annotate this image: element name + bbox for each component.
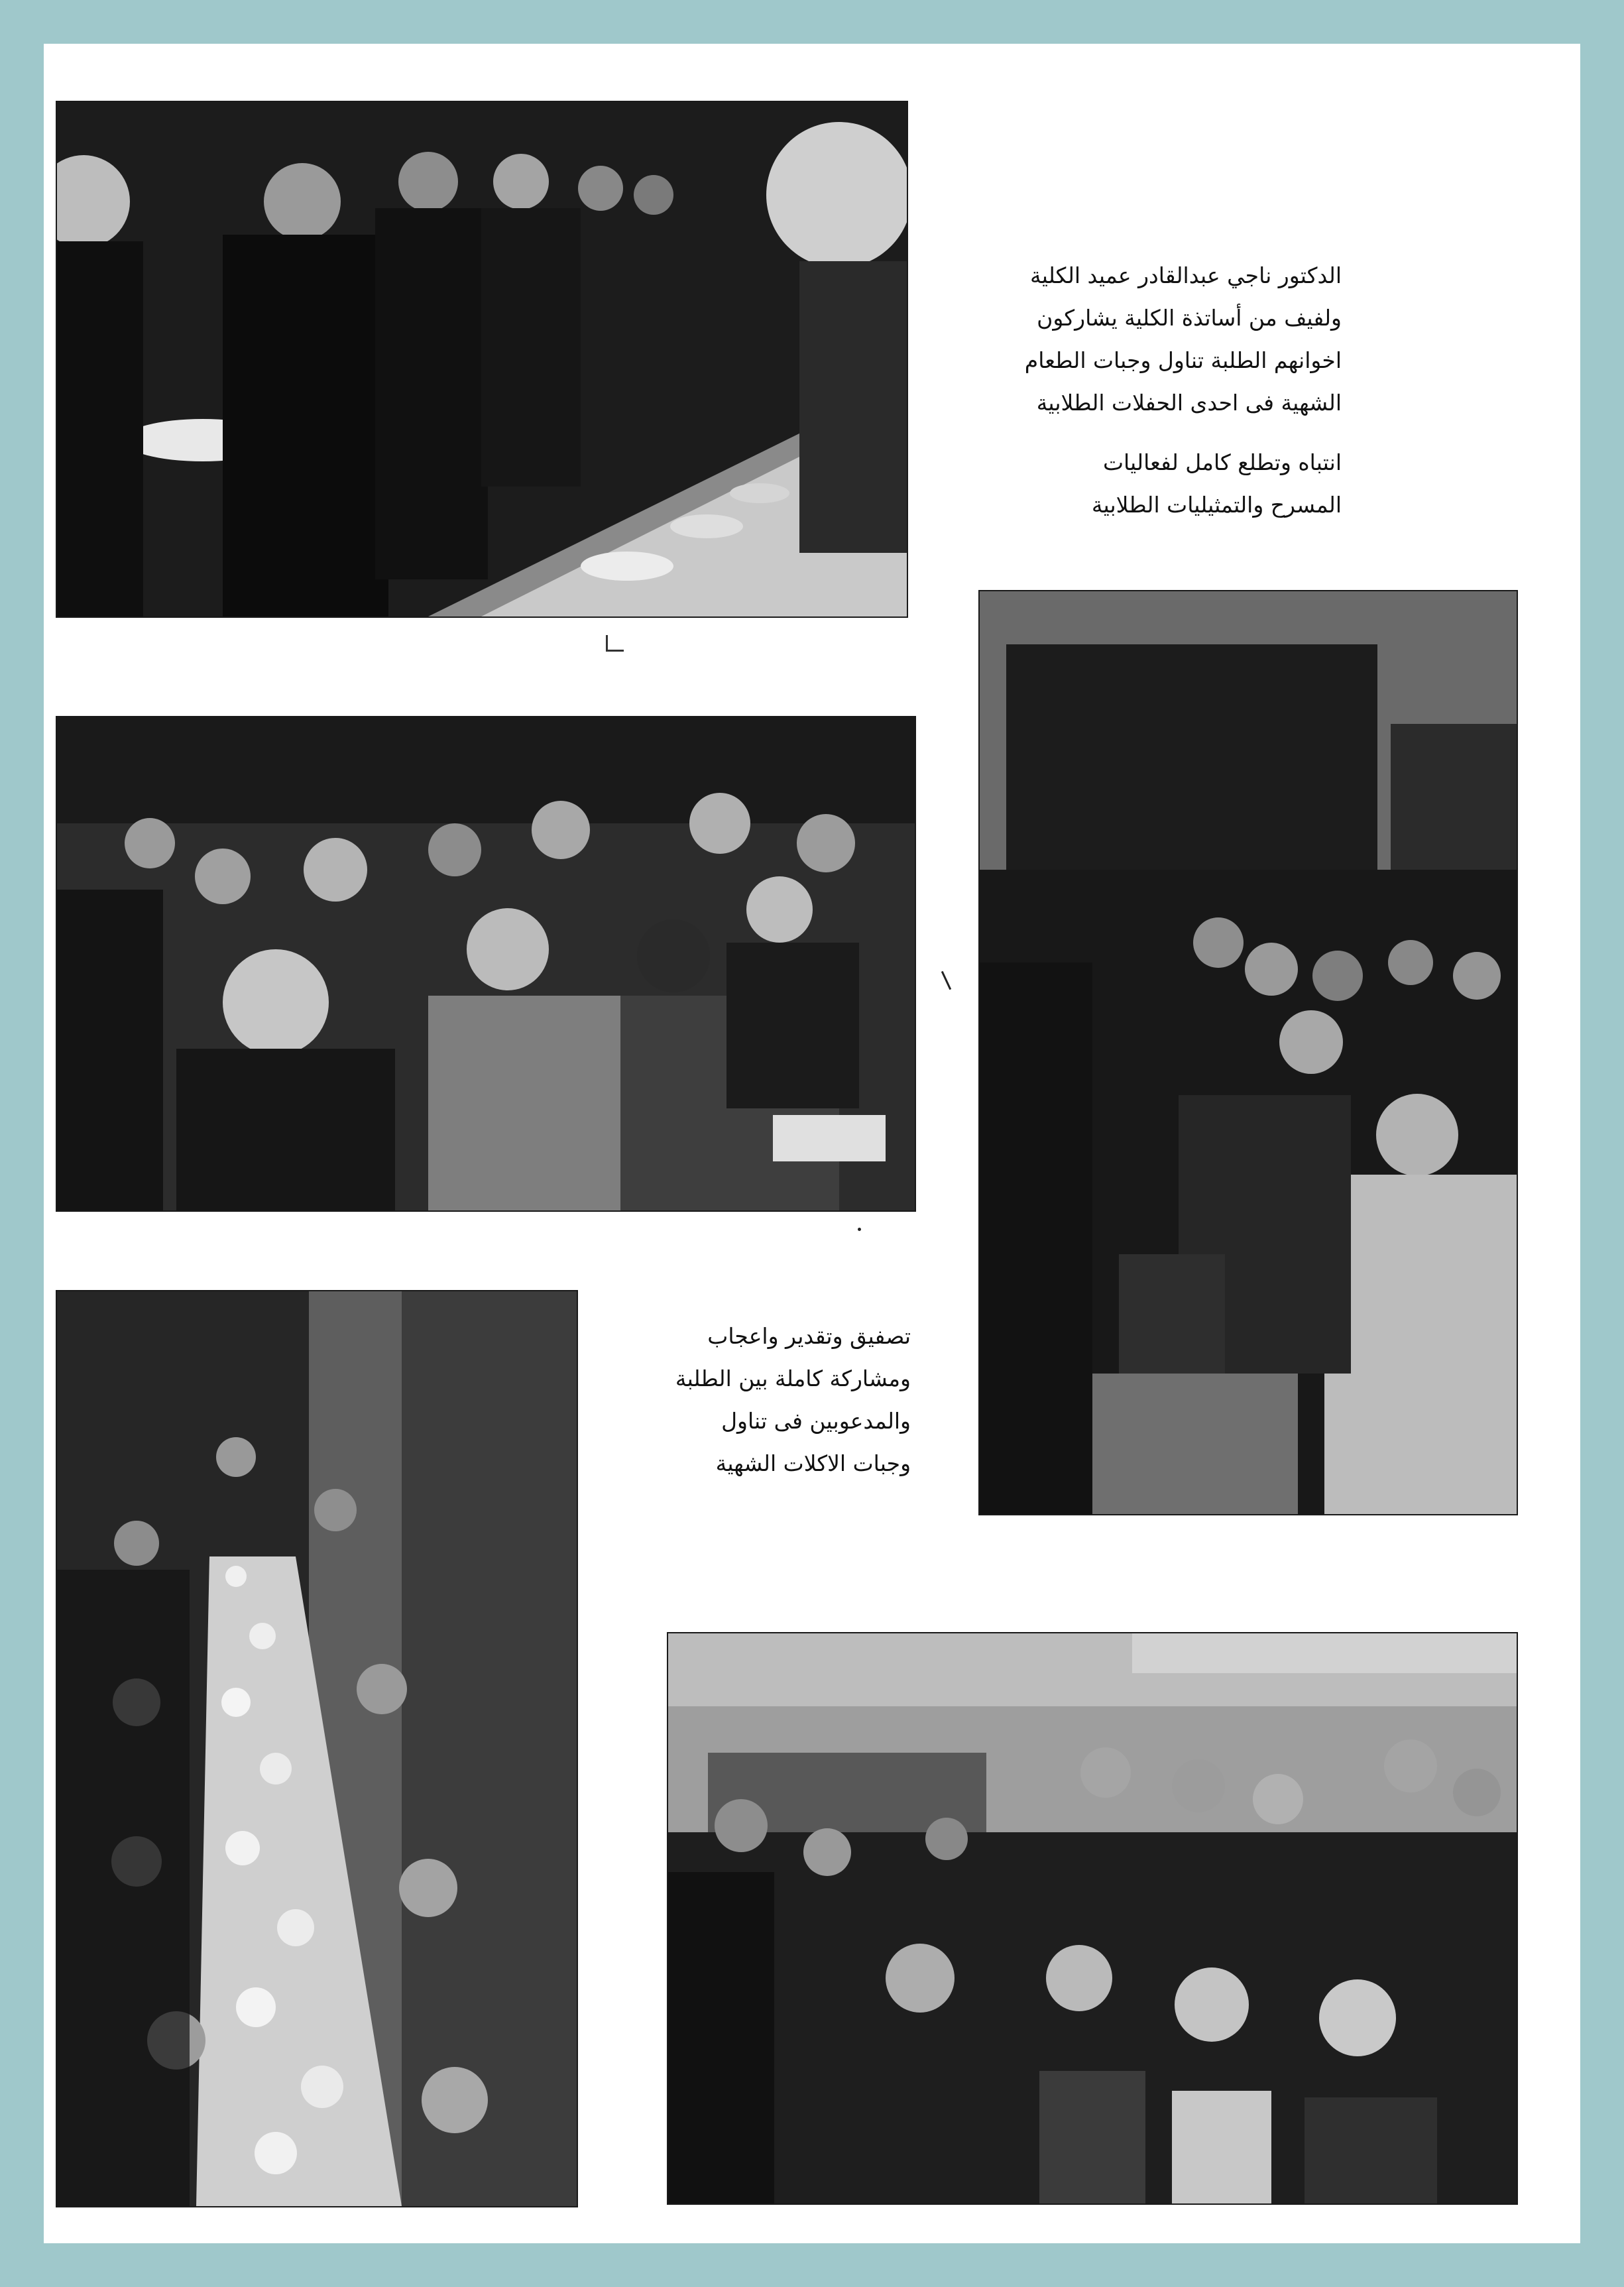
crowd-scene-graphic bbox=[668, 1633, 1517, 2203]
photo-audience-applause bbox=[56, 716, 916, 1212]
caption-line: وجبات الاكلات الشهية bbox=[715, 1450, 911, 1476]
scanned-page bbox=[44, 44, 1580, 2243]
caption-line: ولفيف من أساتذة الكلية يشاركون bbox=[1037, 305, 1342, 331]
caption-dean-buffet bbox=[1025, 255, 1342, 526]
caption-line: اخوانهم الطلبة تناول وجبات الطعام bbox=[1024, 347, 1342, 373]
photo-students-watching bbox=[978, 590, 1518, 1515]
caption-line: الشهية فى احدى الحفلات الطلابية bbox=[1036, 390, 1342, 416]
stray-mark bbox=[941, 971, 951, 990]
students-scene-graphic bbox=[980, 591, 1517, 1514]
photo-dean-buffet bbox=[56, 101, 908, 618]
caption-line: انتباه وتطلع كامل لفعاليات bbox=[1102, 449, 1342, 475]
stray-mark bbox=[858, 1228, 861, 1231]
buffet-scene-graphic bbox=[57, 102, 907, 616]
caption-line: المسرح والتمثيليات الطلابية bbox=[1091, 492, 1342, 518]
dinner-scene-graphic bbox=[57, 1291, 577, 2206]
caption-line: ومشاركة كاملة بين الطلبة bbox=[675, 1366, 911, 1391]
caption-audience-applause bbox=[675, 1315, 911, 1485]
caption-line: الدكتور ناجي عبدالقادر عميد الكلية bbox=[1030, 263, 1342, 288]
stray-mark bbox=[606, 635, 624, 652]
photo-long-dinner-table bbox=[56, 1290, 578, 2207]
caption-line: تصفيق وتقدير واعجاب bbox=[707, 1323, 911, 1349]
caption-line: والمدعوبين فى تناول bbox=[721, 1408, 911, 1434]
audience-scene-graphic bbox=[57, 717, 915, 1210]
photo-standing-crowd bbox=[667, 1632, 1518, 2205]
